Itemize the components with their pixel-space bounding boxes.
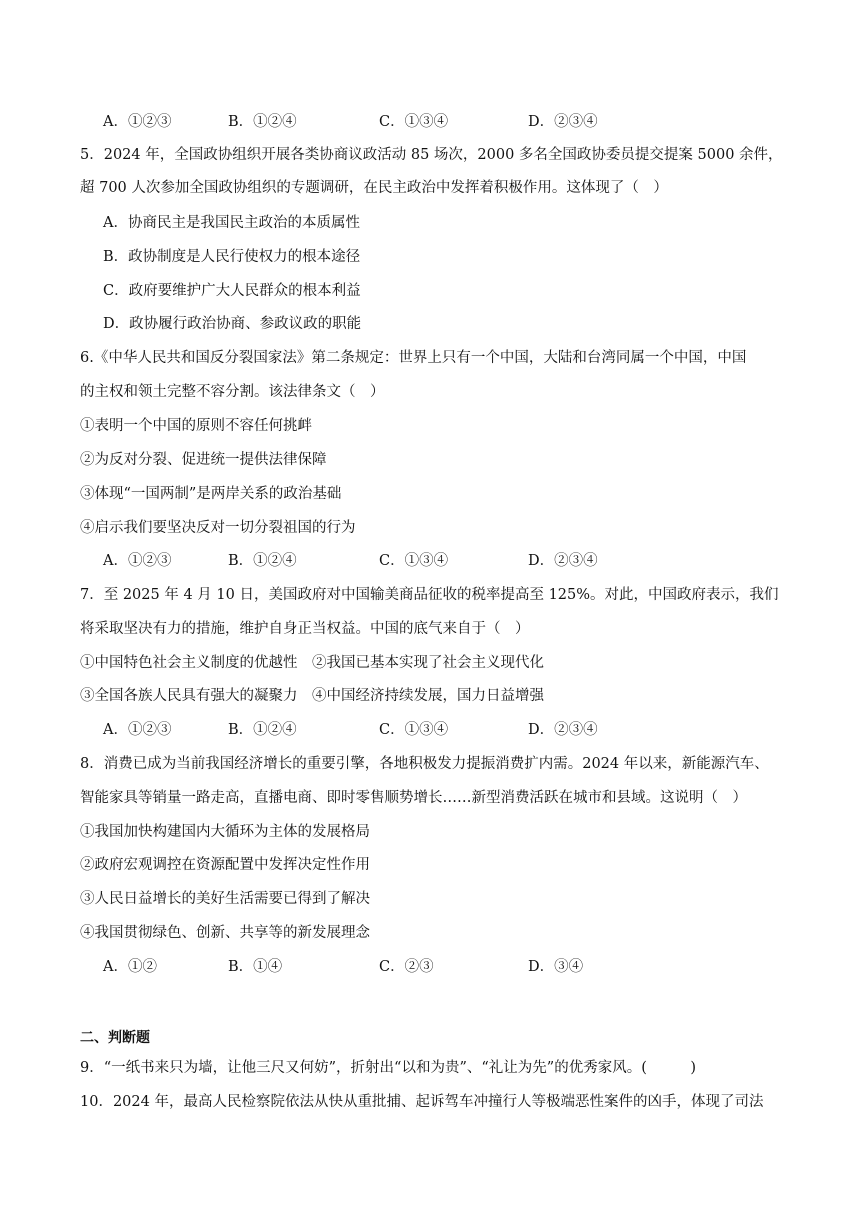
q5-stem-line-1: 5．2024 年，全国政协组织开展各类协商议政活动 85 场次，2000 多名全国政协委员提交提案 5000 余件， [80, 147, 783, 163]
q7-option-d: D．②③④ [528, 722, 598, 738]
q4-option-b: B．①②④ [228, 114, 297, 130]
q6-item-4: ④启示我们要坚决反对一切分裂祖国的行为 [80, 520, 356, 536]
q8-item-3: ③人民日益增长的美好生活需要已得到了解决 [80, 891, 370, 907]
q5-stem-line-2: 超 700 人次参加全国政协组织的专题调研，在民主政治中发挥着积极作用。这体现了（ ） [80, 180, 668, 196]
q7-option-b: B．①②④ [228, 722, 297, 738]
q7-stem-line-1: 7．至 2025 年 4 月 10 日，美国政府对中国输美商品征收的税率提高至 125%。对此，中国政府表示，我们 [80, 587, 779, 603]
q8-option-c: C．②③ [379, 959, 434, 975]
q5-choice-b: B．政协制度是人民行使权力的根本途径 [103, 249, 361, 265]
q6-option-c: C．①③④ [379, 553, 449, 569]
q7-option-a: A．①②③ [103, 722, 172, 738]
q8-option-a: A．①② [103, 959, 157, 975]
q6-option-d: D．②③④ [528, 553, 598, 569]
q8-option-d: D．③④ [528, 959, 584, 975]
q8-item-4: ④我国贯彻绿色、创新、共享等的新发展理念 [80, 925, 370, 941]
q6-item-1: ①表明一个中国的原则不容任何挑衅 [80, 418, 312, 434]
q5-choice-c: C．政府要维护广大人民群众的根本利益 [103, 283, 361, 299]
section-heading-judgement: 二、判断题 [80, 1030, 150, 1046]
q5-choice-a: A．协商民主是我国民主政治的本质属性 [103, 215, 360, 231]
q4-option-c: C．①③④ [379, 114, 449, 130]
q8-option-b: B．①④ [228, 959, 283, 975]
q4-option-a: A．①②③ [103, 114, 172, 130]
q7-items-row-2: ③全国各族人民具有强大的凝聚力 ④中国经济持续发展，国力日益增强 [80, 688, 544, 704]
q6-option-a: A．①②③ [103, 553, 172, 569]
q8-stem-line-2: 智能家具等销量一路走高，直播电商、即时零售顺势增长……新型消费活跃在城市和县域。这说明（ ） [80, 790, 747, 806]
q8-item-1: ①我国加快构建国内大循环为主体的发展格局 [80, 824, 370, 840]
q6-option-b: B．①②④ [228, 553, 297, 569]
q6-item-2: ②为反对分裂、促进统一提供法律保障 [80, 452, 327, 468]
q6-item-3: ③体现“一国两制”是两岸关系的政治基础 [80, 486, 342, 502]
q6-stem-line-1: 6.《中华人民共和国反分裂国家法》第二条规定：世界上只有一个中国，大陆和台湾同属一个中国，中国 [80, 350, 747, 366]
q4-option-d: D．②③④ [528, 114, 598, 130]
q8-stem-line-1: 8．消费已成为当前我国经济增长的重要引擎，各地积极发力提振消费扩内需。2024 年以来，新能源汽车、 [80, 756, 769, 772]
q5-choice-d: D．政协履行政治协商、参政议政的职能 [103, 316, 362, 332]
q7-items-row-1: ①中国特色社会主义制度的优越性 ②我国已基本实现了社会主义现代化 [80, 655, 544, 671]
q10-text: 10．2024 年，最高人民检察院依法从快从重批捕、起诉驾车冲撞行人等极端恶性案件的凶手，体现了司法 [80, 1094, 764, 1110]
q7-option-c: C．①③④ [379, 722, 449, 738]
q7-stem-line-2: 将采取坚决有力的措施，维护自身正当权益。中国的底气来自于（ ） [80, 621, 530, 637]
q8-item-2: ②政府宏观调控在资源配置中发挥决定性作用 [80, 857, 370, 873]
q6-stem-line-2: 的主权和领土完整不容分割。该法律条文（ ） [80, 384, 385, 400]
q9-text: 9．“一纸书来只为墙，让他三尺又何妨”，折射出“以和为贵”、“礼让为先”的优秀家风。( ) [80, 1060, 697, 1076]
